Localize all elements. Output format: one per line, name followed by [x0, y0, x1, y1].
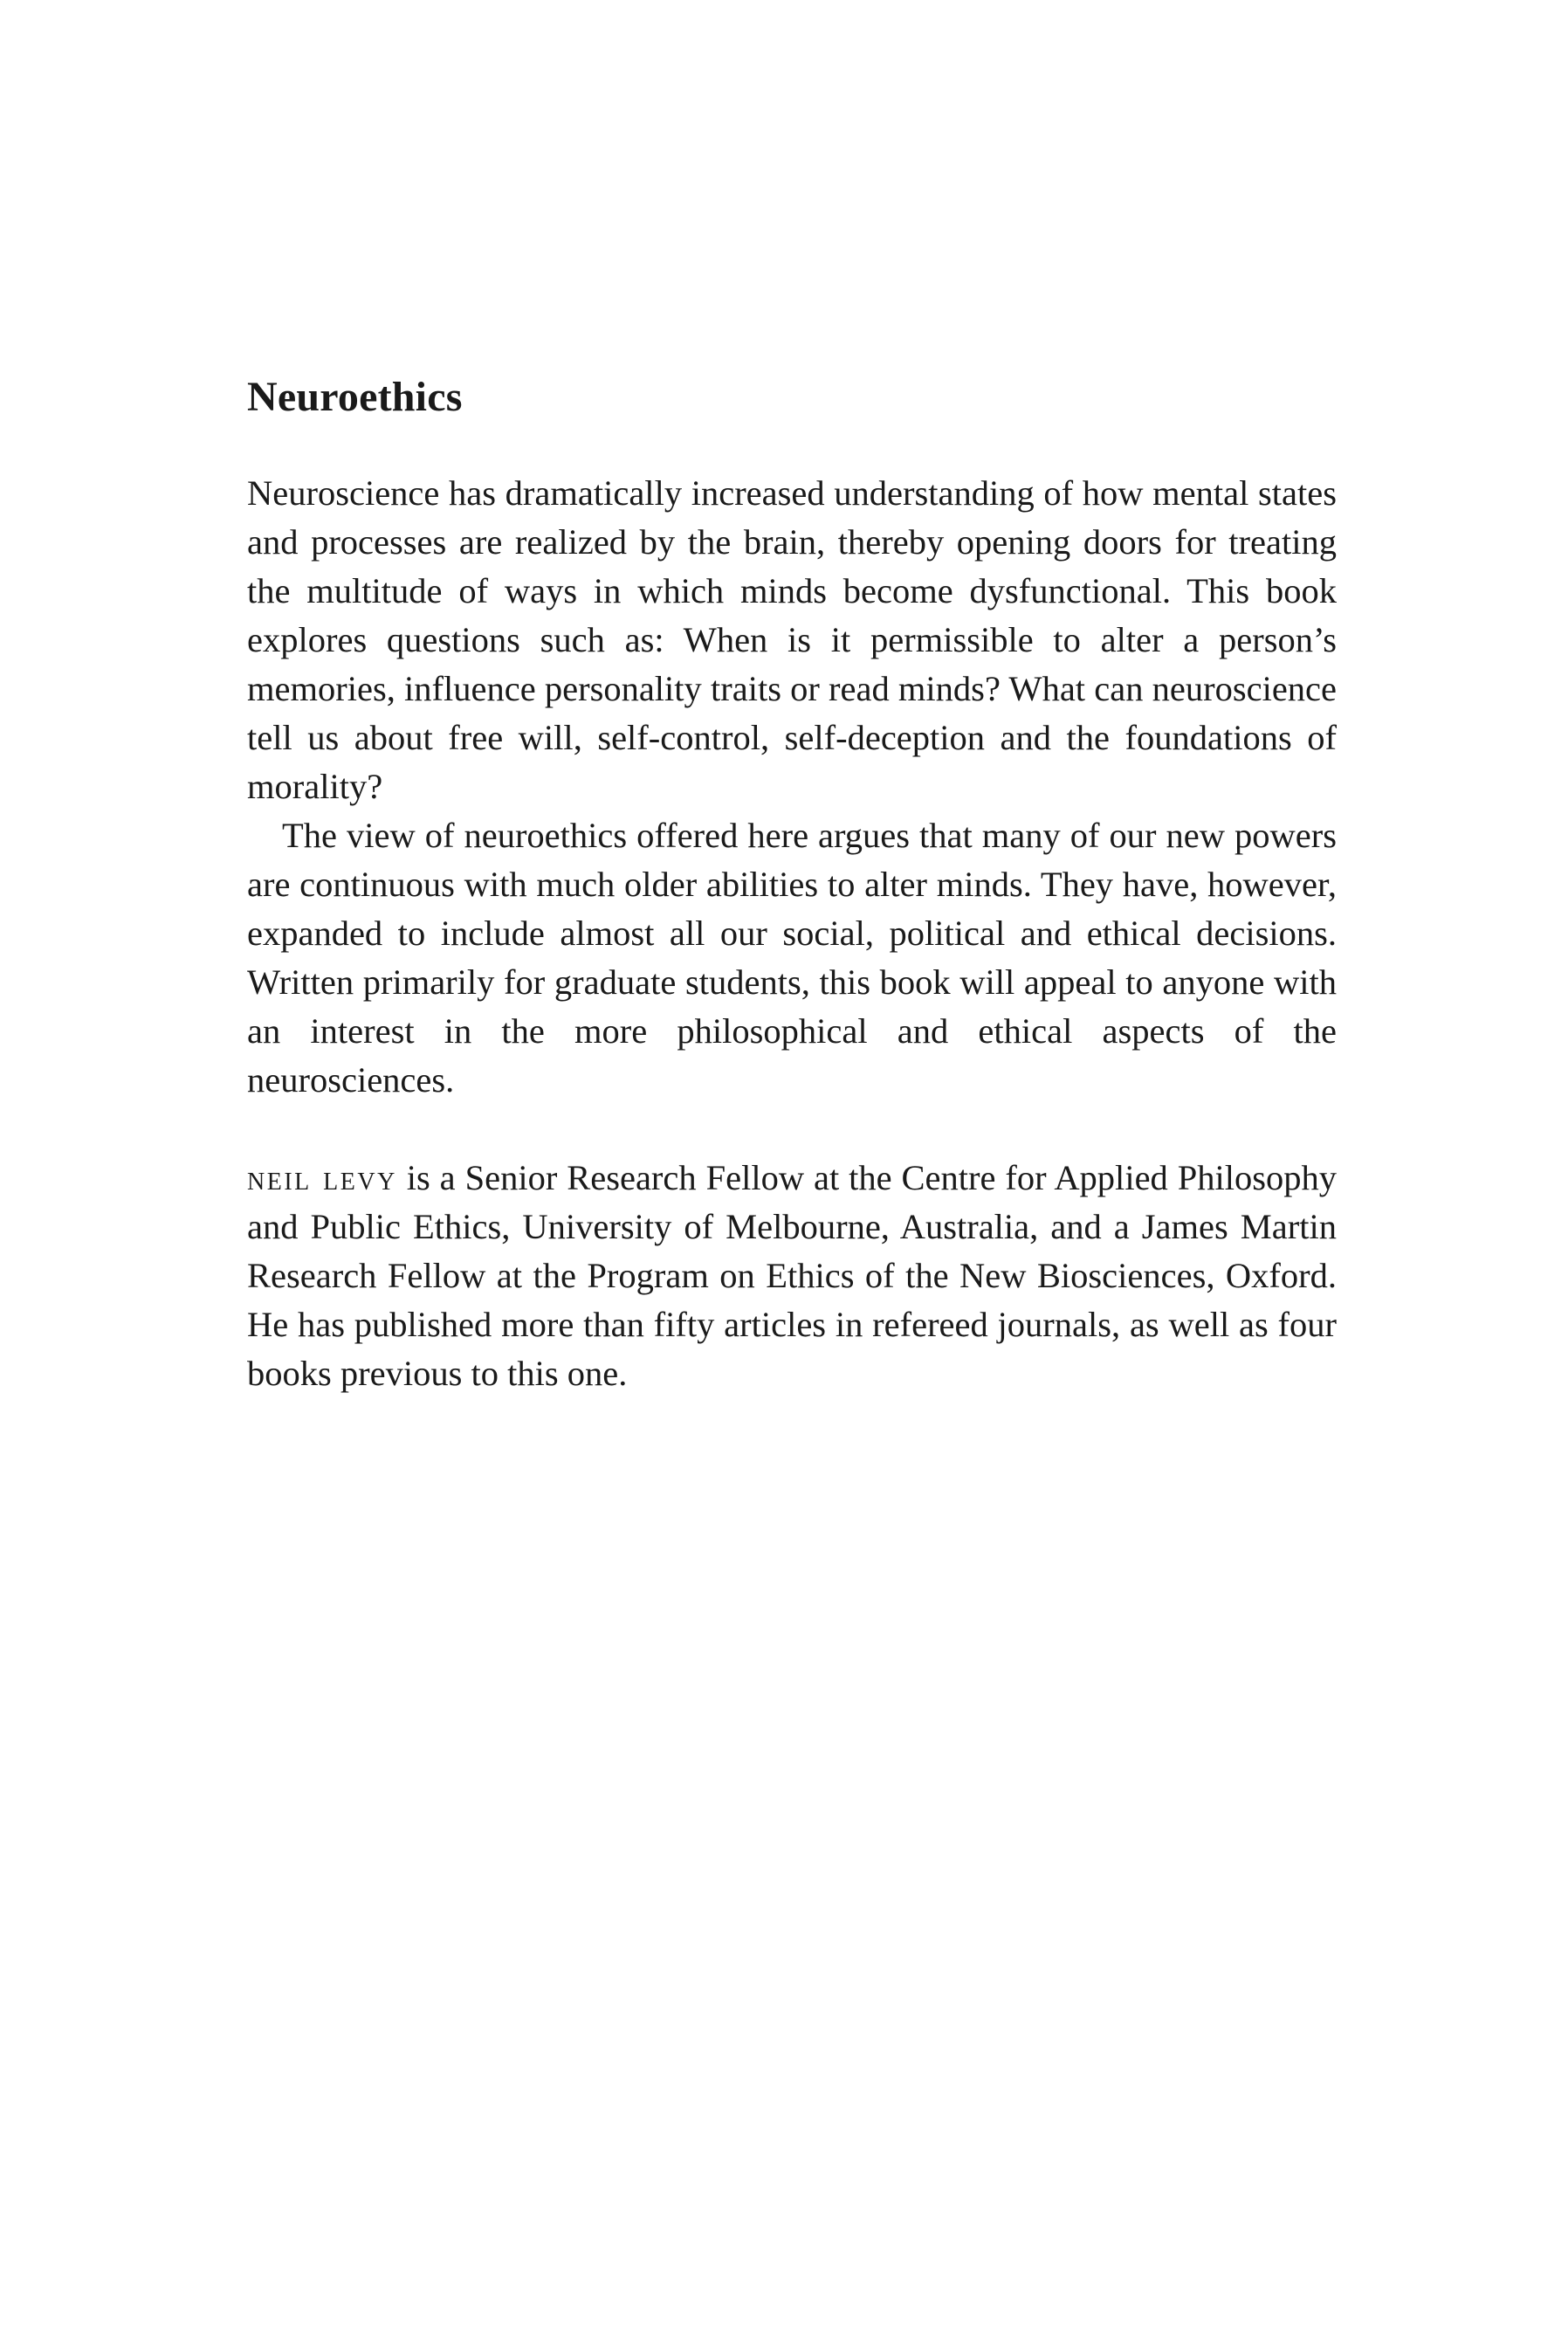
- description-paragraph: The view of neuroethics offered here argues that many of our new powers are continuous with much older abilities to alter minds. They have, however, expanded to include almost all our social, political and ethical decisions. Written primarily for graduate students, this book will appeal to anyone with an interest in the more philosophical and ethical aspects of the neurosciences.: [247, 816, 1337, 1100]
- author-bio: [247, 1154, 1337, 1398]
- author-name: neil levy: [247, 1158, 397, 1197]
- description-paragraph: Neuroscience has dramatically increased understanding of how mental states and processes are realized by the brain, thereby opening doors for treating the multitude of ways in which minds become dysfunctional. This book explores questions such as: When is it permissible to alter a person’s memories, influence personality traits or read minds? What can neuroscience tell us about free will, self-control, self-deception and the foundations of morality?: [247, 473, 1337, 806]
- page-content: [247, 371, 1337, 1398]
- author-bio-paragraph: [247, 1154, 1337, 1398]
- author-bio-text: is a Senior Research Fellow at the Centre for Applied Philosophy and Public Ethics, University of Melbourne, Australia, and a James Martin Research Fellow at the Program on Ethics of the New Biosciences, Oxford. He has published more than fifty articles in refereed journals, as well as four books previous to this one.: [247, 1158, 1338, 1393]
- book-description: [247, 469, 1337, 1105]
- book-title: Neuroethics: [247, 374, 463, 420]
